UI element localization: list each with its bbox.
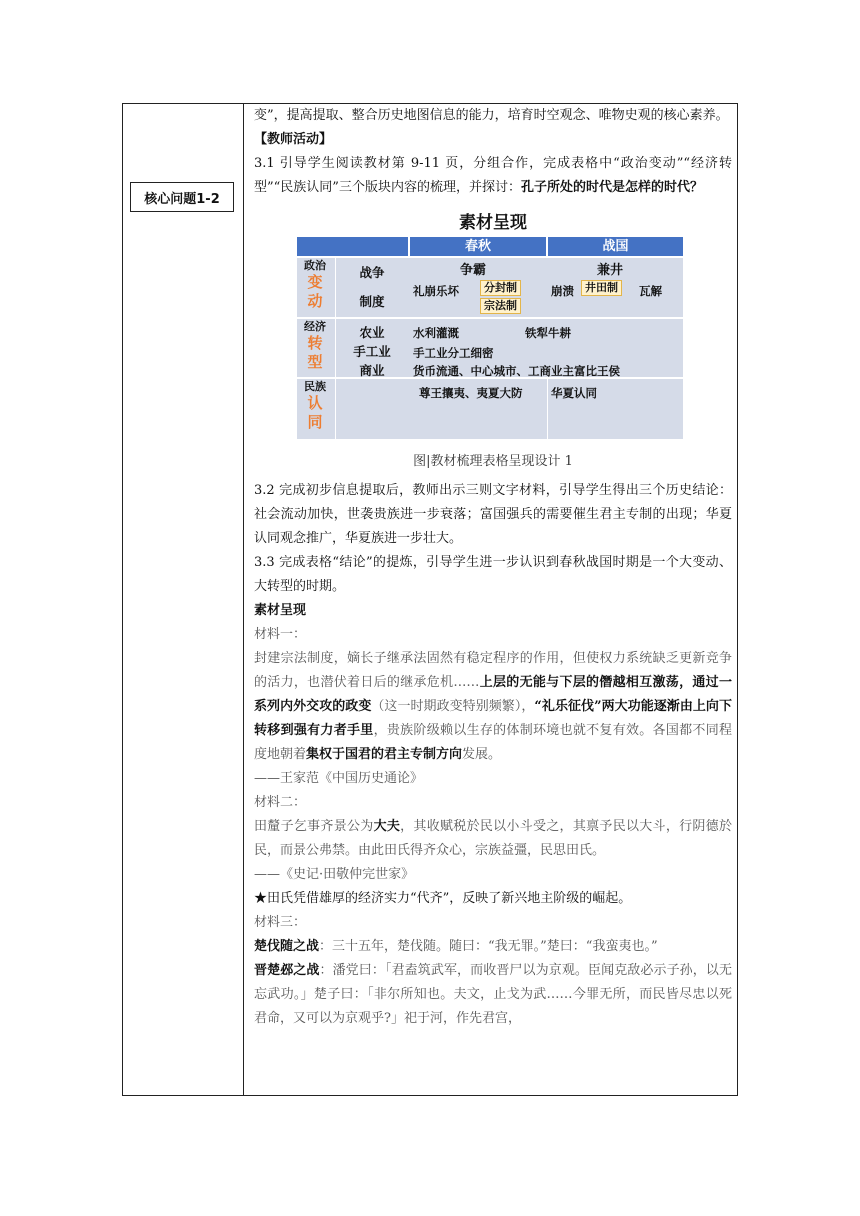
agri-2: 铁犁牛耕 (525, 326, 571, 340)
tag-jingtian: 井田制 (581, 280, 622, 296)
craft-1: 手工业分工细密 (413, 346, 494, 360)
material-2-source: ——《史记·田敬仲完世家》 (254, 867, 415, 882)
sys-3: 瓦解 (639, 284, 662, 298)
material-1-source: ——王家范《中国历史通论》 (254, 771, 424, 786)
sub-craft: 手工业 (353, 344, 391, 359)
p31-text: 3.1 引导学生阅读教材第 9-11 页，分组合作，完成表格中“政治变动”“经济转型”“民族认同”三个版块内容的梳理，并探讨： (254, 156, 732, 195)
cat-politics: 政治 变 动 (304, 259, 326, 310)
material-3-text-a: 楚伐随之战：三十五年，楚伐随。随曰：“我无罪。”楚曰：“我蛮夷也。” (254, 939, 658, 954)
teacher-activity-heading: 【教师活动】 (254, 132, 333, 147)
header-warring: 战国 (548, 237, 683, 256)
paragraph-3-1 (254, 152, 732, 200)
header-blank (297, 237, 408, 256)
nation-2: 华夏认同 (551, 386, 597, 400)
figure-title: 素材呈现 (459, 213, 527, 233)
tag-zongfa: 宗法制 (480, 298, 521, 314)
sub-war: 战争 (359, 265, 385, 280)
paragraph-3-3: 3.3 完成表格“结论”的提炼，引导学生进一步认识到春秋战国时期是一个大变动、大转型的时期。 (254, 555, 732, 594)
paragraph-3-2: 3.2 完成初步信息提取后，教师出示三则文字材料，引导学生得出三个历史结论：社会流动加快，世袭贵族进一步衰落；富国强兵的需要催生君主专制的出现；华夏认同观念推广，华夏族进一步壮大。 (254, 483, 732, 546)
material-2-label: 材料二： (254, 795, 307, 810)
sub-commerce: 商业 (359, 363, 385, 378)
material-1-label: 材料一： (254, 627, 307, 642)
material-2-text: 田釐子乞事齐景公为大夫，其收赋税於民以小斗受之，其禀予民以大斗，行阴德於民，而景公弗禁。由此田氏得齐众心，宗族益彊，民思田氏。 (254, 819, 732, 858)
cat-economy: 经济 转 型 (304, 320, 326, 371)
war-warring: 兼井 (597, 263, 624, 278)
sub-agri: 农业 (359, 325, 385, 340)
material-2-note: ★田氏凭借雄厚的经济实力“代齐”，反映了新兴地主阶级的崛起。 (254, 891, 632, 906)
tag-fengjian: 分封制 (480, 280, 521, 296)
p31-question: 孔子所处的时代是怎样的时代？ (520, 180, 703, 195)
header-spring: 春秋 (410, 237, 546, 256)
grid-line (547, 379, 548, 439)
column-divider (243, 103, 244, 1096)
commerce-1: 货币流通、中心城市、工商业主富比王侯 (413, 364, 620, 378)
material-3-label: 材料三： (254, 915, 307, 930)
sys-1: 礼崩乐坏 (413, 284, 459, 298)
figure-caption: 图|教材梳理表格呈现设计 1 (413, 454, 573, 469)
content-cell (254, 104, 732, 1031)
material-1-text: 封建宗法制度，嫡长子继承法固然有稳定程序的作用，但使权力系统缺乏更新竞争的活力，也潜伏着日后的继承危机……上层的无能与下层的僭越相互激荡，通过一系列内外交攻的政变（这一时期政变特别频繁），“礼乐征伐”两大功能逐渐由上向下转移到强有力者手里，贵族阶级赖以生存的体制环境也就不复有效。各国都不同程度地朝着集权于国君的君主专制方向发展。 (254, 651, 732, 762)
intro-text: 变”，提高提取、整合历史地图信息的能力，培育时空观念、唯物史观的核心素养。 (254, 108, 729, 123)
sys-2: 崩溃 (551, 284, 574, 298)
grid-line (335, 258, 336, 439)
sub-system: 制度 (359, 294, 385, 309)
agri-1: 水利灌溉 (413, 326, 459, 340)
cat-nation: 民族 认 同 (304, 380, 326, 431)
war-spring: 争霸 (460, 263, 487, 278)
core-question-label: 核心问题1-2 (130, 182, 234, 212)
section-title: 素材呈现 (254, 603, 307, 618)
summary-table-figure (297, 237, 683, 439)
material-3-text-b: 晋楚邲之战：潘党曰：「君盍筑武军，而收晋尸以为京观。臣闻克敌必示子孙，以无忘武功。」楚子曰：「非尔所知也。夫文，止戈为武……今罪无所，而民皆尽忠以死君命，又可以为京观乎?」祀于河，作先君宫， (254, 963, 732, 1026)
nation-1: 尊王攘夷、夷夏大防 (419, 386, 523, 400)
